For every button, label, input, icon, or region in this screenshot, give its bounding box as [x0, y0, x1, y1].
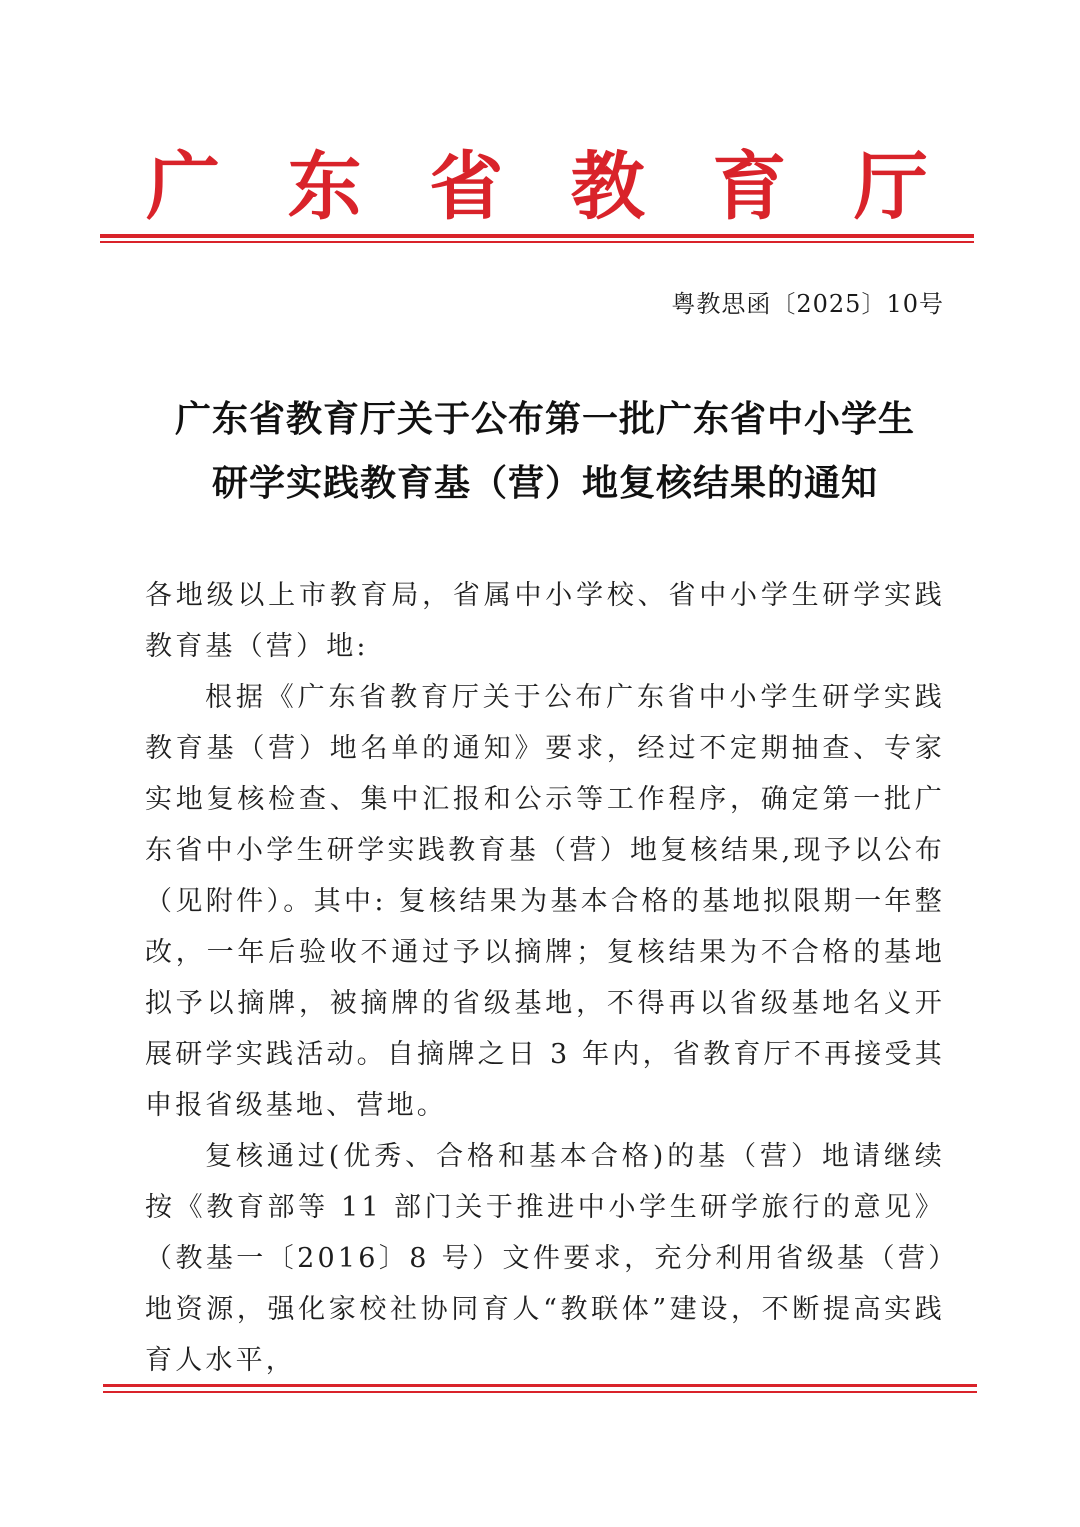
document-title [130, 388, 960, 516]
salutation: 各地级以上市教育局，省属中小学校、省中小学生研学实践教育基（营）地: [145, 580, 945, 662]
masthead-char: 省 [429, 144, 504, 230]
footer-rule-thin [103, 1391, 977, 1393]
body-paragraph: 复核通过(优秀、合格和基本合格)的基（营）地请继续按《教育部等 11 部门关于推进中小学生研学旅行的意见》（教基一〔2016〕8 号）文件要求，充分利用省级基（营）地资源，强化家校社协同育人“教联体”建设，不断提高实践育人水平， [145, 1141, 945, 1376]
footer-rule-thick [103, 1384, 977, 1387]
masthead-char: 广 [146, 144, 220, 230]
title-line: 广东省教育厅关于公布第一批广东省中小学生 [174, 399, 915, 440]
title-line: 研学实践教育基（营）地复核结果的通知 [211, 463, 878, 504]
masthead-char: 东 [287, 144, 362, 230]
header-rule-thin [100, 241, 974, 243]
document-body [145, 570, 945, 1386]
header-rule-thick [100, 234, 974, 238]
agency-masthead [100, 132, 972, 242]
document-number: 粤教思函〔2025〕10号 [671, 290, 944, 318]
masthead-char: 厅 [853, 144, 928, 230]
masthead-char: 育 [712, 144, 787, 230]
masthead-char: 教 [570, 144, 645, 230]
body-paragraph: 根据《广东省教育厅关于公布广东省中小学生研学实践教育基（营）地名单的通知》要求，经过不定期抽查、专家实地复核检查、集中汇报和公示等工作程序，确定第一批广东省中小学生研学实践教育基（营）地复核结果,现予以公布（见附件）。其中: 复核结果为基本合格的基地拟限期一年整改，一年后验收不通过予以摘牌；复核结果为不合格的基地拟予以摘牌，被摘牌的省级基地，不得再以省级基地名义开展研学实践活动。自摘牌之日 3 年内，省教育厅不再接受其申报省级基地、营地。 [145, 682, 945, 1121]
